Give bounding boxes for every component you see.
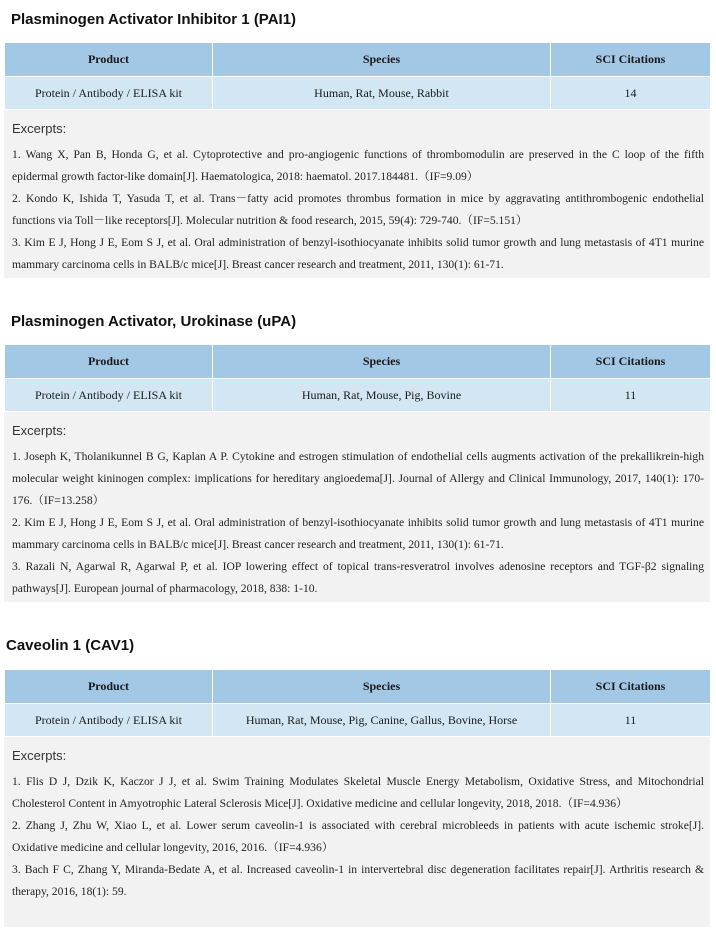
header-sci-citations: SCI Citations	[551, 670, 711, 704]
citations-cell: 11	[551, 704, 711, 737]
excerpts-box	[4, 737, 710, 927]
excerpts-label: Excerpts:	[12, 121, 67, 136]
excerpts-box	[4, 110, 710, 278]
excerpts-label: Excerpts:	[12, 748, 67, 763]
reference-item: 1. Wang X, Pan B, Honda G, et al. Cytoprotective and pro-angiogenic functions of thrombomodulin are preserved in the C loop of the fifth epidermal growth factor-like domain[J]. Haematologica, 2018: haematol. 2017.184481.（IF=9.09）	[12, 148, 704, 183]
citations-cell: 14	[551, 77, 711, 110]
citation-table	[4, 669, 711, 737]
reference-item: 3. Razali N, Agarwal R, Agarwal P, et al. IOP lowering effect of topical trans-resveratrol involves adenosine receptors and TGF-β2 signaling pathways[J]. European journal of pharmacology, 2018, 838: 1-10.	[12, 560, 704, 595]
header-product: Product	[5, 670, 213, 704]
header-species: Species	[213, 43, 551, 77]
reference-list	[12, 771, 704, 903]
section-title: Caveolin 1 (CAV1)	[6, 637, 135, 654]
excerpts-box	[4, 412, 710, 602]
table-row	[5, 77, 711, 110]
header-sci-citations: SCI Citations	[551, 43, 711, 77]
species-cell: Human, Rat, Mouse, Pig, Canine, Gallus, Bovine, Horse	[213, 704, 551, 737]
product-cell: Protein / Antibody / ELISA kit	[5, 379, 213, 412]
species-cell: Human, Rat, Mouse, Pig, Bovine	[213, 379, 551, 412]
reference-item: 2. Kondo K, Ishida T, Yasuda T, et al. Trans－fatty acid promotes thrombus formation in mice by aggravating antithrombogenic endothelial functions via Toll－like receptors[J]. Molecular nutrition & food research, 2015, 59(4): 729-740.（IF=5.151）	[12, 192, 704, 227]
header-species: Species	[213, 670, 551, 704]
species-cell: Human, Rat, Mouse, Rabbit	[213, 77, 551, 110]
section-title: Plasminogen Activator, Urokinase (uPA)	[11, 313, 297, 330]
reference-item: 1. Joseph K, Tholanikunnel B G, Kaplan A P. Cytokine and estrogen stimulation of endothelial cells augments activation of the prekallikrein-high molecular weight kininogen complex: implications for hereditary angioedema[J]. Journal of Allergy and Clinical Immunology, 2017, 140(1): 170-176.（IF=13.258）	[12, 450, 704, 507]
reference-item: 3. Bach F C, Zhang Y, Miranda-Bedate A, et al. Increased caveolin-1 in intervertebral disc degeneration facilitates repair[J]. Arthritis research & therapy, 2016, 18(1): 59.	[12, 863, 704, 898]
header-species: Species	[213, 345, 551, 379]
table-row	[5, 379, 711, 412]
table-row	[5, 704, 711, 737]
header-sci-citations: SCI Citations	[551, 345, 711, 379]
header-product: Product	[5, 345, 213, 379]
table-header-row	[5, 345, 711, 379]
reference-item: 2. Kim E J, Hong J E, Eom S J, et al. Oral administration of benzyl-isothiocyanate inhibits solid tumor growth and lung metastasis of 4T1 murine mammary carcinoma cells in BALB/c mice[J]. Breast cancer research and treatment, 2011, 130(1): 61-71.	[12, 516, 704, 551]
reference-item: 3. Kim E J, Hong J E, Eom S J, et al. Oral administration of benzyl-isothiocyanate inhibits solid tumor growth and lung metastasis of 4T1 murine mammary carcinoma cells in BALB/c mice[J]. Breast cancer research and treatment, 2011, 130(1): 61-71.	[12, 236, 704, 271]
product-cell: Protein / Antibody / ELISA kit	[5, 77, 213, 110]
reference-item: 1. Flis D J, Dzik K, Kaczor J J, et al. Swim Training Modulates Skeletal Muscle Energy Metabolism, Oxidative Stress, and Mitochondrial Cholesterol Content in Amyotrophic Lateral Sclerosis Mice[J]. Oxidative medicine and cellular longevity, 2018, 2018.（IF=4.936）	[12, 775, 704, 810]
citations-cell: 11	[551, 379, 711, 412]
header-product: Product	[5, 43, 213, 77]
excerpts-label: Excerpts:	[12, 423, 67, 438]
citation-table	[4, 344, 711, 412]
table-header-row	[5, 43, 711, 77]
reference-list	[12, 144, 704, 276]
product-cell: Protein / Antibody / ELISA kit	[5, 704, 213, 737]
reference-list	[12, 446, 704, 600]
reference-item: 2. Zhang J, Zhu W, Xiao L, et al. Lower serum caveolin-1 is associated with cerebral microbleeds in patients with acute ischemic stroke[J]. Oxidative medicine and cellular longevity, 2016, 2016.（IF=4.936）	[12, 819, 704, 854]
citation-table	[4, 42, 711, 110]
section-title: Plasminogen Activator Inhibitor 1 (PAI1)	[11, 11, 297, 28]
table-header-row	[5, 670, 711, 704]
